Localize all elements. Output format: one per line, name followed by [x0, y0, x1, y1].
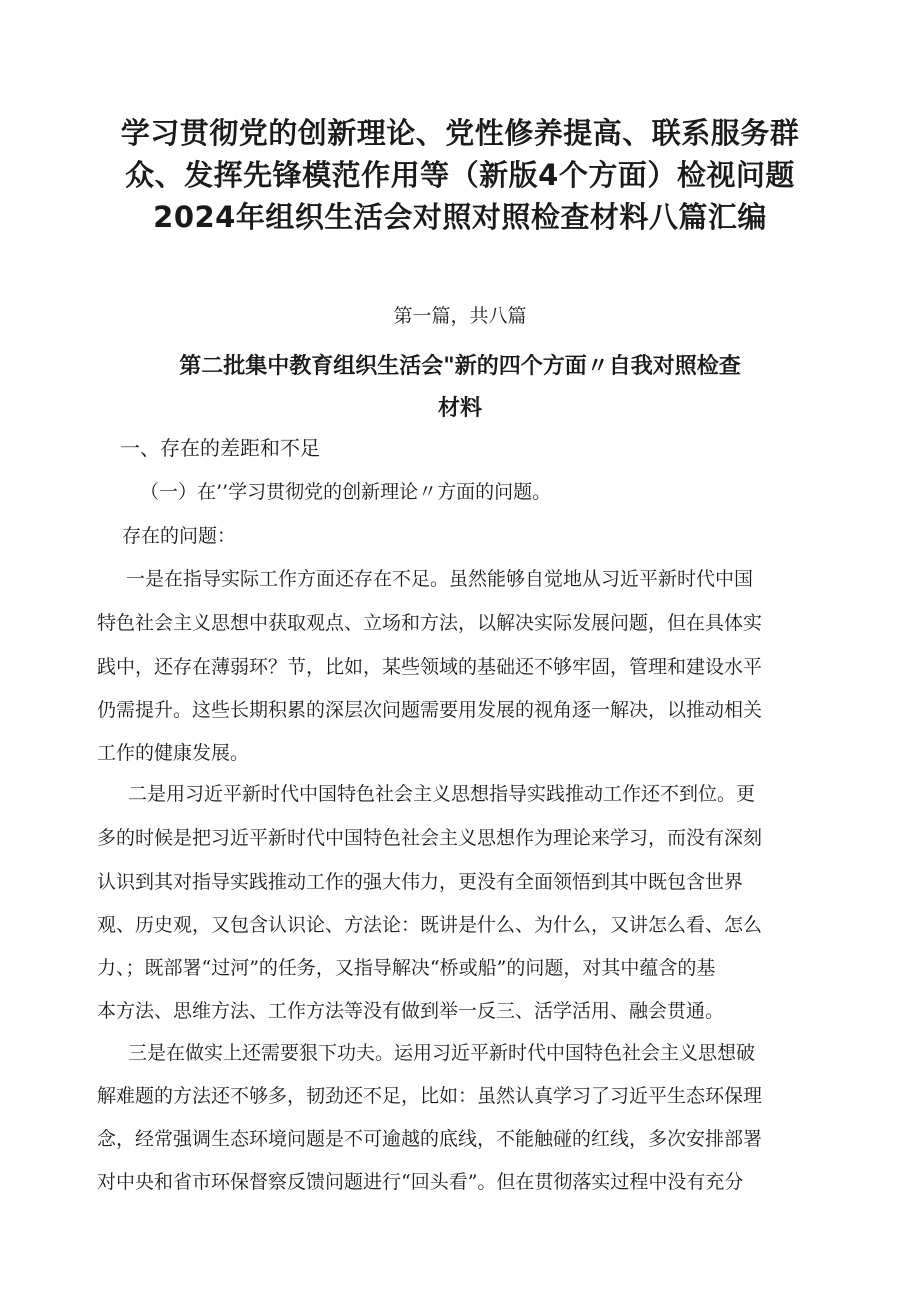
paragraph-line: 特色社会主义思想中获取观点、立场和方法，以解决实际发展问题，但在具体实	[97, 612, 763, 634]
paragraph-line: 念，经常强调生态环境问题是不可逾越的底线，不能触碰的红线，多次安排部署	[97, 1128, 763, 1150]
section-title	[130, 346, 790, 430]
paragraph-line: 力、；既部署“过河”的任务，又指导解决“桥或船”的问题，对其中蕴含的基	[97, 957, 716, 979]
paragraph-line: 二是用习近平新时代中国特色社会主义思想指导实践推动工作还不到位。更	[128, 783, 756, 805]
section-title-line: 第二批集中教育组织生活会"新的四个方面〃自我对照检查	[179, 354, 741, 379]
paragraph-line: 本方法、思维方法、工作方法等没有做到举一反三、活学活用、融会贯通。	[97, 1000, 725, 1022]
document-title	[100, 112, 820, 238]
paragraph-line: 工作的健康发展。	[97, 742, 250, 764]
paragraph-line: 解难题的方法还不够多，韧劲还不足，比如：虽然认真学习了习近平生态环保理	[97, 1085, 763, 1107]
sub-heading: （一）在’’学习贯彻党的创新理论〃方面的问题。	[140, 481, 552, 503]
paragraph-line: 三是在做实上还需要狠下功夫。运用习近平新时代中国特色社会主义思想破	[128, 1042, 756, 1064]
paragraph-line: 对中央和省市环保督察反馈问题进行“回头看”。但在贯彻落实过程中没有充分	[97, 1171, 744, 1193]
problems-label: 存在的问题：	[122, 525, 237, 547]
paragraph-line: 一是在指导实际工作方面还存在不足。虽然能够自觉地从习近平新时代中国	[126, 568, 754, 590]
paragraph-line: 多的时候是把习近平新时代中国特色社会主义思想作为理论来学习，而没有深刻	[97, 827, 763, 849]
heading-1: 一、存在的差距和不足	[120, 436, 320, 460]
title-line: 学习贯彻党的创新理论、党性修养提高、联系服务群	[120, 116, 800, 150]
paragraph-line: 仍需提升。这些长期积累的深层次问题需要用发展的视角逐一解决，以推动相关	[97, 699, 763, 721]
section-title-line: 材料	[437, 396, 482, 421]
paragraph-line: 践中，还存在薄弱环？节，比如，某些领域的基础还不够牢固，管理和建设水平	[97, 656, 763, 678]
title-line: 众、发挥先锋模范作用等（新版4个方面）检视问题	[125, 158, 795, 192]
title-line: 2024年组织生活会对照对照检查材料八篇汇编	[153, 200, 767, 234]
part-label: 第一篇，共八篇	[393, 305, 527, 327]
paragraph-line: 观、历史观，又包含认识论、方法论：既讲是什么、为什么，又讲怎么看、怎么	[97, 914, 763, 936]
paragraph-line: 认识到其对指导实践推动工作的强大伟力，更没有全面领悟到其中既包含世界	[97, 871, 744, 893]
